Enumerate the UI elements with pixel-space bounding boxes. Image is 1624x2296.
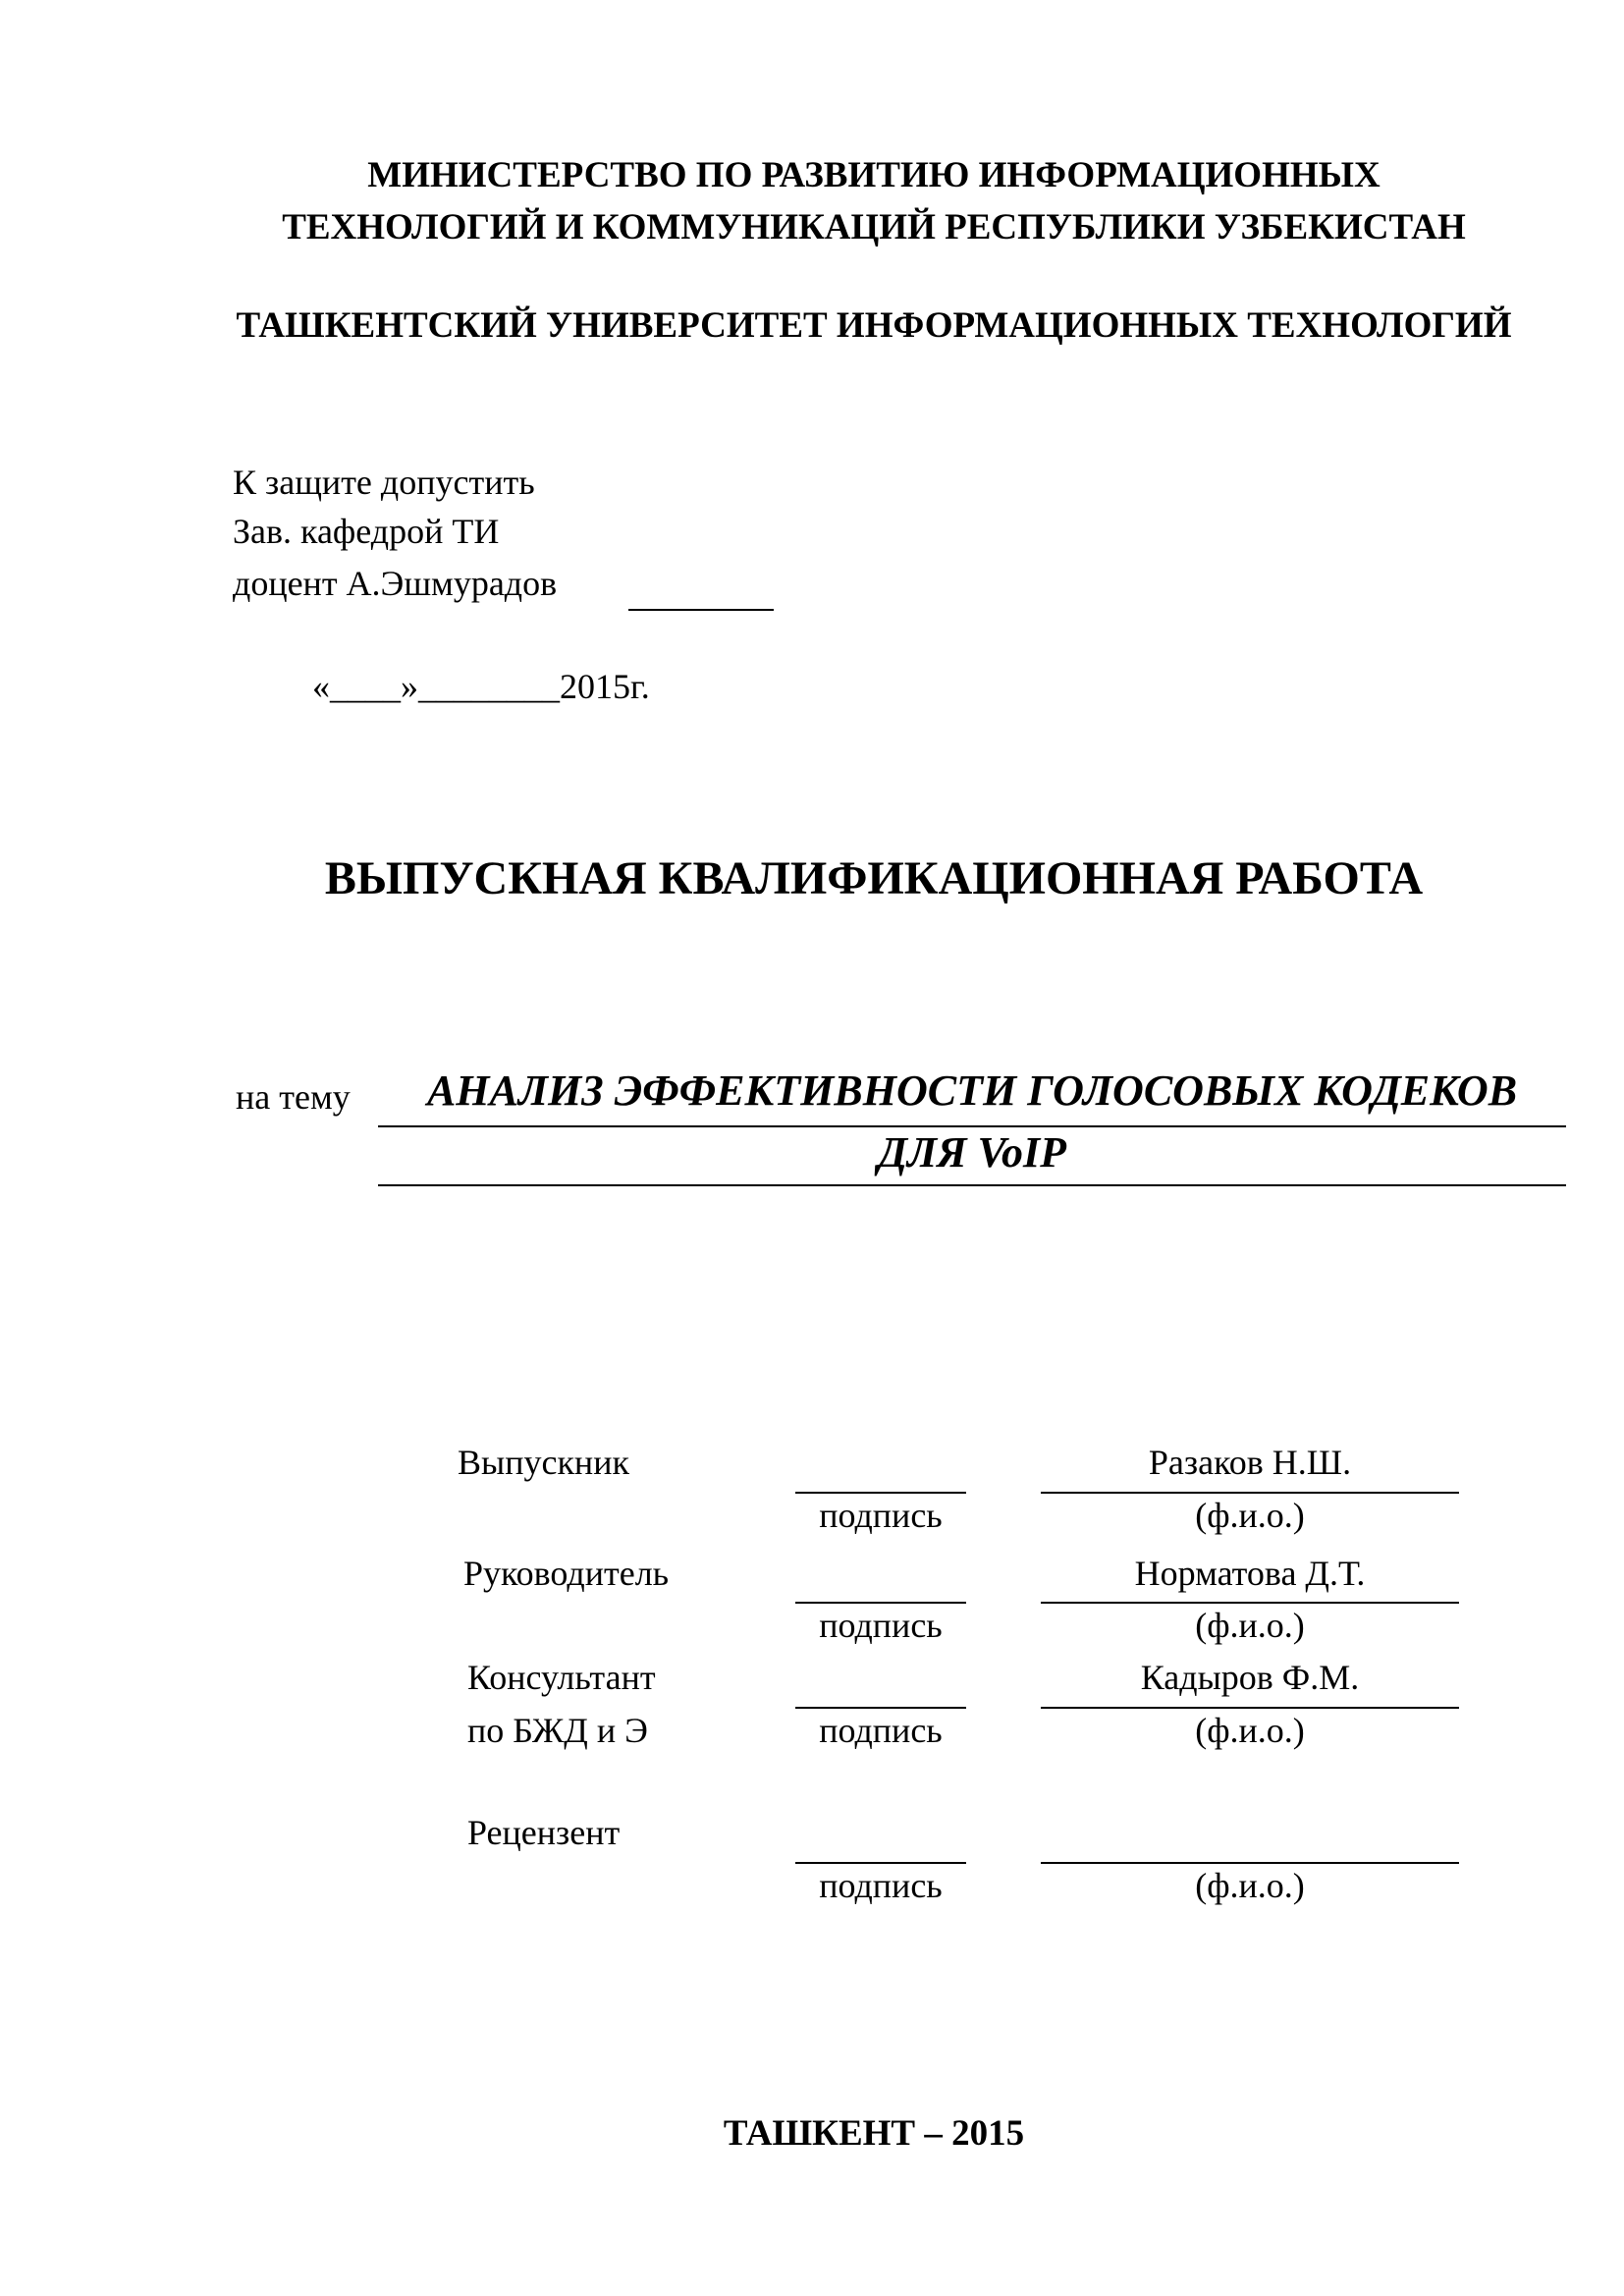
signature-role: Руководитель (463, 1554, 670, 1593)
topic-line-1: АНАЛИЗ ЭФФЕКТИВНОСТИ ГОЛОСОВЫХ КОДЕКОВ (426, 1066, 1518, 1115)
ministry-line-1: МИНИСТЕРСТВО ПО РАЗВИТИЮ ИНФОРМАЦИОННЫХ (367, 155, 1380, 195)
name-caption: (ф.и.о.) (1195, 1606, 1305, 1645)
footer-city-year: ТАШКЕНТ – 2015 (723, 2113, 1025, 2154)
ministry-line-2: ТЕХНОЛОГИЙ И КОММУНИКАЦИЙ РЕСПУБЛИКИ УЗБЕКИСТАН (282, 207, 1466, 247)
signature-caption: подпись (819, 1496, 943, 1535)
signature-caption: подпись (819, 1866, 943, 1905)
topic-underline-1 (378, 1125, 1566, 1127)
signature-role: Рецензент (467, 1813, 621, 1852)
signature-name: Разаков Н.Ш. (1148, 1443, 1352, 1482)
document-title: ВЫПУСКНАЯ КВАЛИФИКАЦИОННАЯ РАБОТА (324, 852, 1424, 904)
name-line (1041, 1862, 1459, 1864)
approval-date: «____»________2015г. (312, 667, 650, 706)
signature-name: Норматова Д.Т. (1134, 1554, 1366, 1593)
name-line (1041, 1492, 1459, 1494)
approval-signature-line (628, 609, 774, 611)
topic-underline-2 (378, 1184, 1566, 1186)
signature-line (795, 1707, 966, 1709)
name-caption: (ф.и.о.) (1195, 1866, 1305, 1905)
signature-caption: подпись (819, 1606, 943, 1645)
signature-role: Выпускник (458, 1443, 629, 1482)
signature-line (795, 1862, 966, 1864)
approval-line-1: К защите допустить (233, 463, 535, 502)
university-name: ТАШКЕНТСКИЙ УНИВЕРСИТЕТ ИНФОРМАЦИОННЫХ ТЕХНОЛОГИЙ (236, 305, 1512, 346)
topic-line-2: ДЛЯ VoIP (877, 1128, 1067, 1176)
signature-caption: подпись (819, 1711, 943, 1750)
topic-label: на тему (236, 1077, 351, 1117)
signature-role-2: по БЖД и Э (467, 1711, 648, 1750)
signature-name: Кадыров Ф.М. (1140, 1658, 1360, 1697)
name-line (1041, 1707, 1459, 1709)
signature-line (795, 1602, 966, 1604)
signature-role: Консультант (467, 1658, 656, 1697)
approval-line-2: Зав. кафедрой ТИ (233, 512, 500, 551)
name-caption: (ф.и.о.) (1195, 1496, 1305, 1535)
name-caption: (ф.и.о.) (1195, 1711, 1305, 1750)
name-line (1041, 1602, 1459, 1604)
signature-line (795, 1492, 966, 1494)
approval-line-3: доцент А.Эшмурадов (233, 564, 558, 603)
